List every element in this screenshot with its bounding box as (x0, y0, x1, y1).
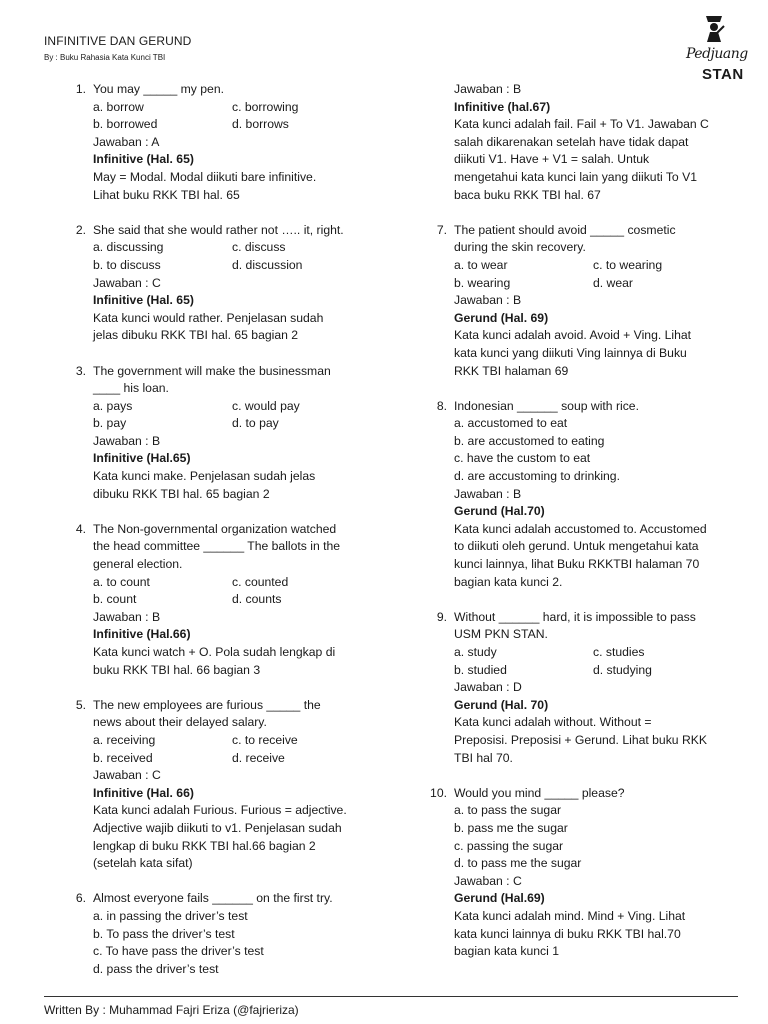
question-3 (66, 363, 386, 504)
option-b: b. to discuss (93, 257, 161, 272)
question-number: 10. (430, 785, 447, 800)
explanation-line: Kata kunci adalah fail. Fail + To V1. Jawaban C (454, 117, 709, 132)
explanation-line: Kata kunci would rather. Penjelasan sudah (93, 310, 324, 325)
option-a: a. to count (93, 574, 150, 589)
explanation-line: May = Modal. Modal diikuti bare infinitive. (93, 169, 317, 184)
right-column (427, 81, 747, 978)
question-number: 4. (75, 521, 86, 536)
explanation-line: Lihat buku RKK TBI hal. 65 (93, 187, 240, 202)
answer: Jawaban : C (454, 873, 522, 888)
option-c: c. borrowing (232, 99, 299, 114)
question-stem: USM PKN STAN. (454, 627, 548, 642)
option-d: d. borrows (232, 117, 289, 132)
question-stem: Without ______ hard, it is impossible to pass (454, 609, 696, 624)
question-2 (66, 222, 386, 345)
logo-script-text: Pedjuang (686, 46, 748, 62)
option-d: d. counts (232, 592, 282, 607)
question-7 (427, 222, 747, 380)
question-stem: Would you mind _____ please? (454, 785, 625, 800)
question-stem: general election. (93, 557, 183, 572)
logo-brand-text: STAN (702, 66, 744, 83)
explanation-line: Kata kunci adalah accustomed to. Accustomed (454, 521, 707, 536)
question-stem: ____ his loan. (93, 381, 169, 396)
question-stem: during the skin recovery. (454, 240, 586, 255)
explanation-line: bagian kata kunci 1 (454, 944, 560, 959)
answer: Jawaban : B (454, 293, 522, 308)
answer: Jawaban : A (93, 134, 160, 149)
explanation-line: RKK TBI halaman 69 (454, 363, 569, 378)
option-a: a. receiving (93, 732, 156, 747)
explanation-line: Kata kunci adalah mind. Mind + Ving. Lihat (454, 908, 686, 923)
question-number: 9. (436, 609, 447, 624)
option-c: c. counted (232, 574, 289, 589)
question-number: 8. (436, 398, 447, 413)
explanation-line: kunci lainnya, lihat Buku RKKTBI halaman 70 (454, 557, 700, 572)
option-b: b. are accustomed to eating (454, 433, 605, 448)
option-d: d. wear (593, 275, 633, 290)
question-6 (66, 890, 386, 978)
explanation-line: (setelah kata sifat) (93, 856, 193, 871)
question-number: 1. (75, 82, 86, 96)
option-c: c. studies (593, 645, 645, 659)
option-d: d. to pass me the sugar (454, 856, 582, 871)
document-subtitle: By : Buku Rahasia Kata Kunci TBI (44, 53, 166, 62)
reference: Gerund (Hal. 70) (454, 697, 549, 712)
reference: Infinitive (Hal. 66) (93, 785, 194, 800)
answer: Jawaban : B (93, 609, 161, 624)
explanation-line: salah dikarenakan setelah have tidak dapat (454, 134, 689, 149)
option-c: c. have the custom to eat (454, 451, 591, 466)
question-stem: The government will make the businessman (93, 363, 331, 378)
question-stem: news about their delayed salary. (93, 715, 267, 730)
option-b: b. To pass the driver’s test (93, 926, 235, 941)
option-b: b. pass me the sugar (454, 820, 568, 835)
explanation-line: lengkap di buku RKK TBI hal.66 bagian 2 (93, 838, 316, 853)
explanation-line: dibuku RKK TBI hal. 65 bagian 2 (93, 486, 270, 501)
option-c: c. To have pass the driver’s test (93, 944, 264, 959)
question-stem: The patient should avoid _____ cosmetic (454, 222, 676, 237)
chef-figure-icon (702, 12, 726, 44)
answer: Jawaban : B (454, 82, 522, 96)
explanation-line: diikuti V1. Have + V1 = salah. Untuk (454, 152, 650, 167)
option-b: b. studied (454, 662, 507, 677)
explanation-line: Preposisi. Preposisi + Gerund. Lihat buku RKK (454, 732, 708, 747)
reference: Infinitive (Hal. 65) (93, 293, 194, 308)
option-a: a. borrow (93, 99, 144, 114)
reference: Gerund (Hal. 69) (454, 310, 549, 325)
option-c: c. passing the sugar (454, 838, 564, 853)
option-c: c. discuss (232, 240, 286, 255)
question-number: 5. (75, 697, 86, 712)
option-c: c. would pay (232, 398, 300, 413)
explanation-line: buku RKK TBI hal. 66 bagian 3 (93, 662, 261, 677)
option-b: b. wearing (454, 275, 511, 290)
option-b: b. borrowed (93, 117, 158, 132)
question-stem: The new employees are furious _____ the (93, 697, 321, 712)
question-stem: the head committee ______ The ballots in the (93, 539, 341, 554)
question-number: 6. (75, 891, 86, 906)
option-d: d. studying (593, 662, 652, 677)
question-4 (66, 521, 386, 679)
question-6-continued (427, 81, 747, 204)
option-a: a. pays (93, 398, 133, 413)
answer: Jawaban : C (93, 768, 161, 783)
option-c: c. to receive (232, 732, 298, 747)
pejuang-stan-logo (684, 12, 748, 92)
question-5 (66, 697, 386, 873)
question-8 (427, 398, 747, 592)
question-stem: She said that she would rather not ….. it, right. (93, 222, 344, 237)
explanation-line: Kata kunci adalah Furious. Furious = adjective. (93, 803, 347, 818)
question-stem: You may _____ my pen. (93, 82, 224, 96)
option-b: b. received (93, 750, 153, 765)
reference: Infinitive (hal.67) (454, 99, 551, 114)
option-d: d. receive (232, 750, 285, 765)
reference: Gerund (Hal.70) (454, 504, 545, 519)
reference: Gerund (Hal.69) (454, 891, 545, 906)
footer-author: Written By : Muhammad Fajri Eriza (@fajrieriza) (44, 996, 738, 1017)
option-b: b. pay (93, 416, 127, 431)
explanation-line: TBI hal 70. (454, 750, 513, 765)
reference: Infinitive (Hal.65) (93, 451, 191, 466)
document-title: INFINITIVE DAN GERUND (44, 34, 192, 48)
question-stem: Almost everyone fails ______ on the first try. (93, 891, 333, 906)
option-a: a. in passing the driver’s test (93, 908, 248, 923)
explanation-line: Kata kunci watch + O. Pola sudah lengkap di (93, 645, 336, 659)
question-1 (66, 81, 386, 204)
option-d: d. to pay (232, 416, 279, 431)
option-a: a. study (454, 645, 497, 659)
question-9 (427, 609, 747, 767)
explanation-line: baca buku RKK TBI hal. 67 (454, 187, 601, 202)
question-number: 3. (75, 363, 86, 378)
answer: Jawaban : B (454, 486, 522, 501)
answer: Jawaban : B (93, 433, 161, 448)
explanation-line: jelas dibuku RKK TBI hal. 65 bagian 2 (93, 328, 299, 343)
option-c: c. to wearing (593, 257, 663, 272)
option-d: d. pass the driver’s test (93, 961, 219, 976)
answer: Jawaban : D (454, 680, 522, 695)
explanation-line: Kata kunci make. Penjelasan sudah jelas (93, 469, 316, 484)
explanation-line: to diikuti oleh gerund. Untuk mengetahui kata (454, 539, 699, 554)
option-d: d. discussion (232, 257, 303, 272)
reference: Infinitive (Hal.66) (93, 627, 191, 642)
question-stem: Indonesian ______ soup with rice. (454, 398, 639, 413)
explanation-line: Kata kunci adalah avoid. Avoid + Ving. Lihat (454, 328, 692, 343)
explanation-line: bagian kata kunci 2. (454, 574, 563, 589)
question-stem: The Non-governmental organization watched (93, 521, 337, 536)
option-d: d. are accustoming to drinking. (454, 469, 620, 484)
option-a: a. to wear (454, 257, 508, 272)
option-b: b. count (93, 592, 137, 607)
left-column (66, 81, 386, 996)
question-10 (427, 785, 747, 961)
option-a: a. accustomed to eat (454, 416, 568, 431)
question-number: 2. (75, 222, 86, 237)
explanation-line: Kata kunci adalah without. Without = (454, 715, 652, 730)
option-a: a. discussing (93, 240, 164, 255)
answer: Jawaban : C (93, 275, 161, 290)
explanation-line: Adjective wajib diikuti to v1. Penjelasan sudah (93, 820, 342, 835)
option-a: a. to pass the sugar (454, 803, 562, 818)
reference: Infinitive (Hal. 65) (93, 152, 194, 167)
explanation-line: kata kunci yang diikuti Ving lainnya di Buku (454, 345, 687, 360)
explanation-line: mengetahui kata kunci lain yang diikuti To V1 (454, 169, 697, 184)
explanation-line: kata kunci lainnya di buku RKK TBI hal.70 (454, 926, 681, 941)
question-number: 7. (436, 222, 447, 237)
